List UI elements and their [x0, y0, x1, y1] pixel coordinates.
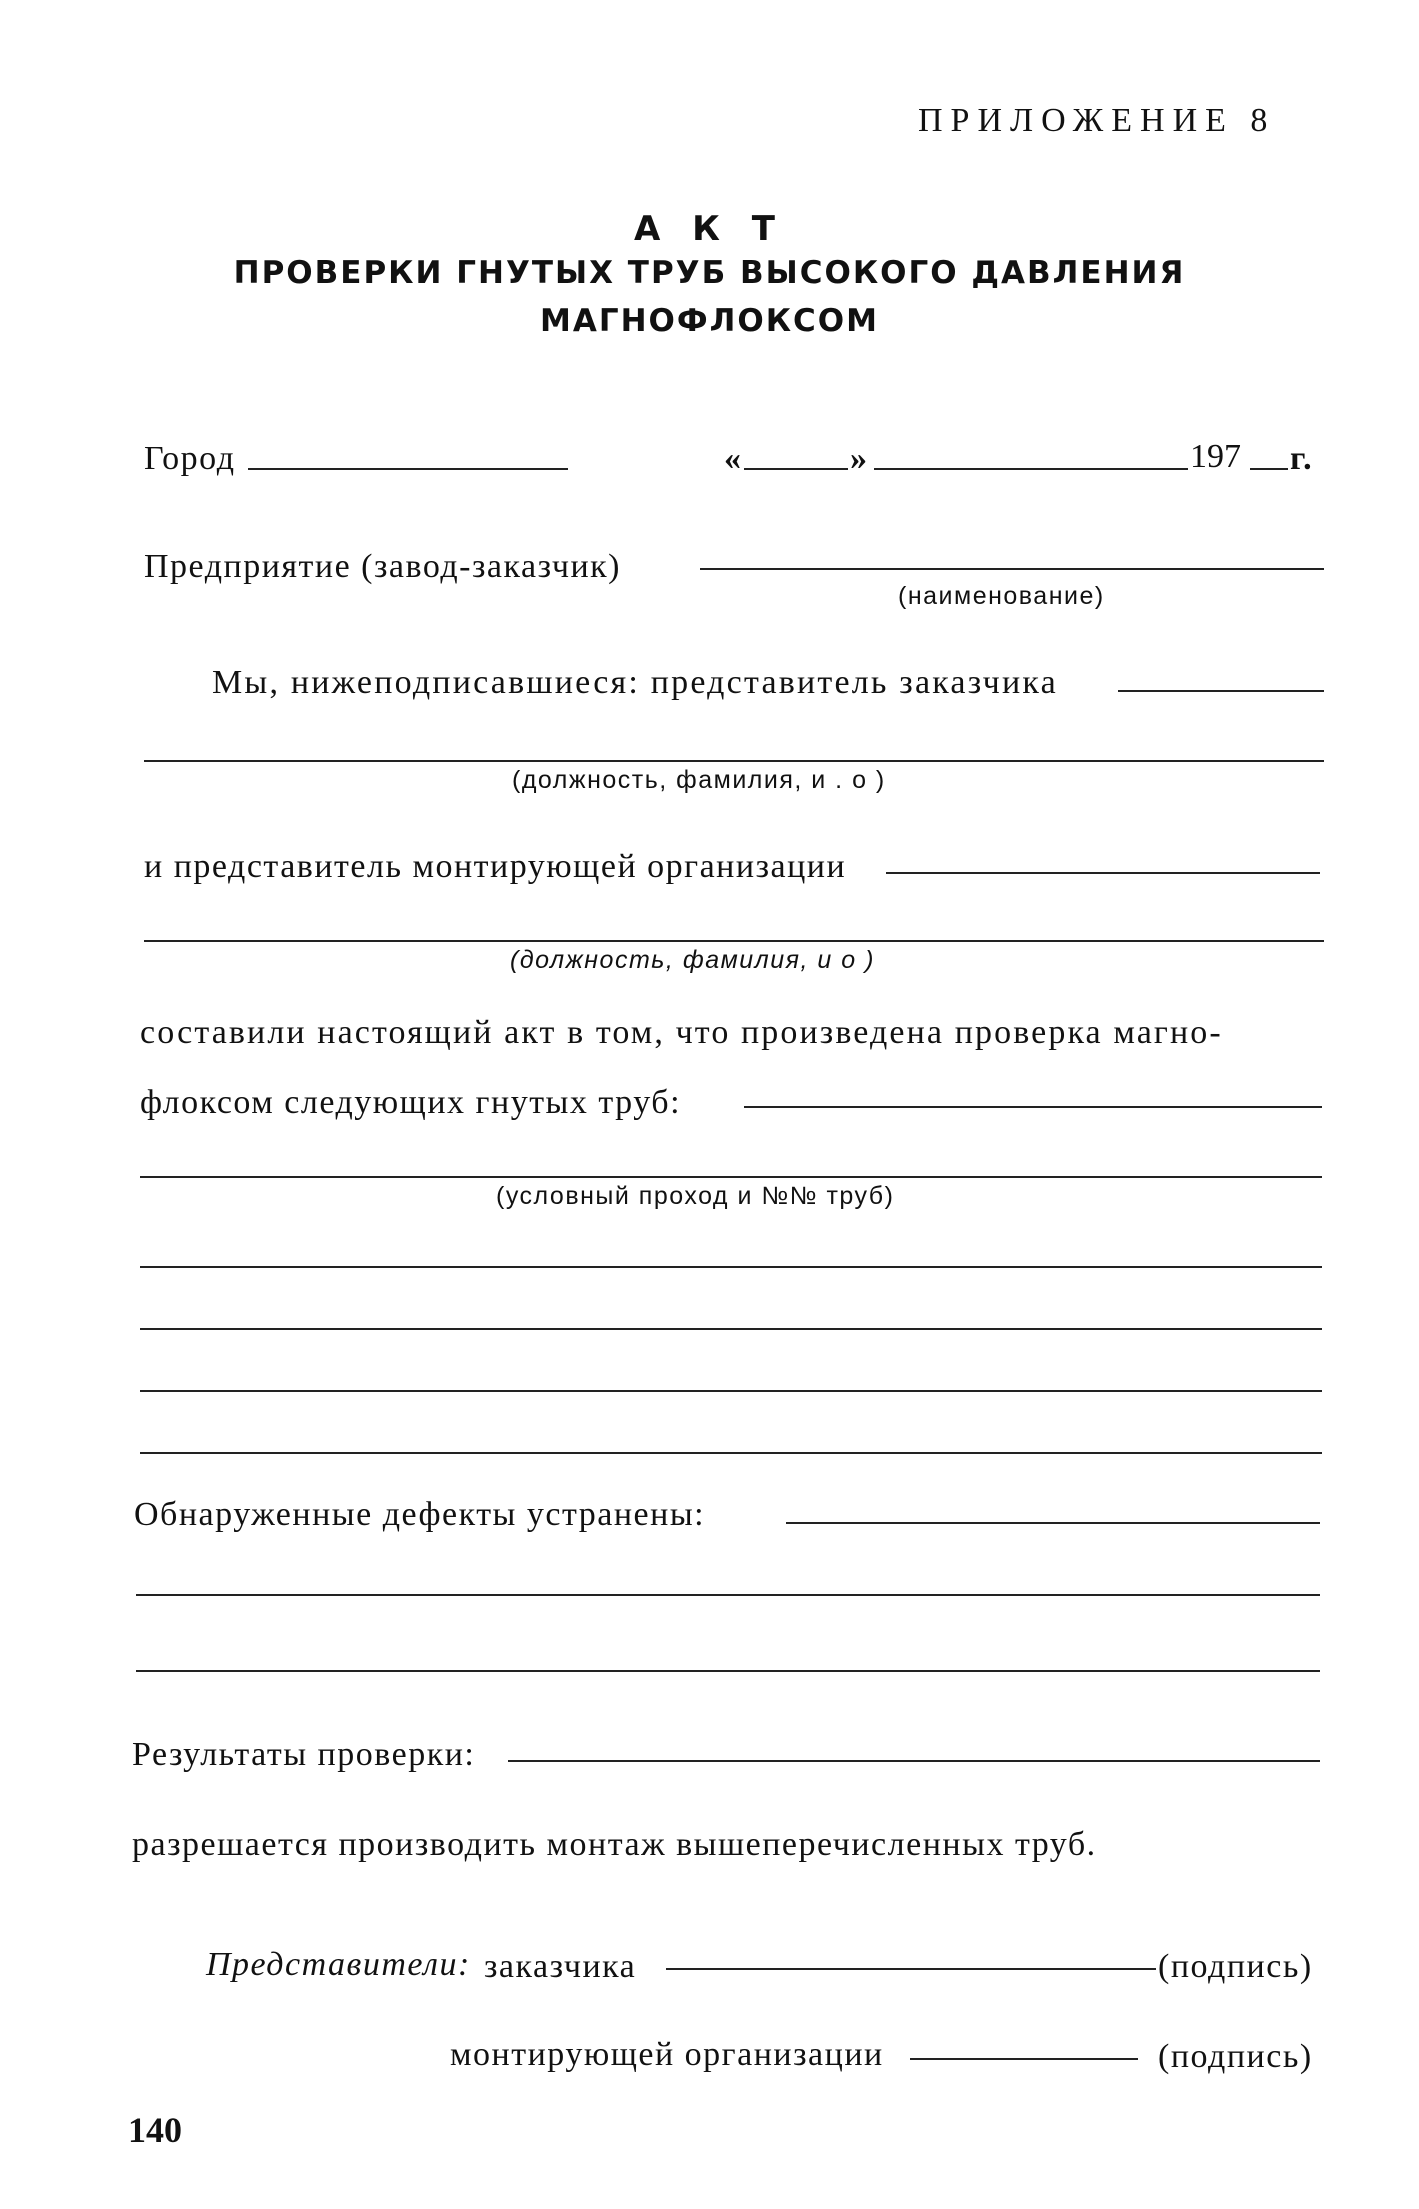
act-title: А К Т	[634, 209, 785, 249]
mounting-rep-field-line[interactable]	[886, 872, 1320, 874]
defects-field-line[interactable]	[786, 1522, 1320, 1524]
year-prefix: 197	[1190, 438, 1241, 475]
act-subtitle: ПРОВЕРКИ ГНУТЫХ ТРУБ ВЫСОКОГО ДАВЛЕНИЯ	[233, 255, 1186, 291]
customer-rep-caption: (должность, фамилия, и . о )	[512, 766, 886, 794]
pipes-extra-line-1[interactable]	[140, 1266, 1322, 1268]
mounting-rep-field-line-2[interactable]	[144, 940, 1324, 942]
pipes-extra-line-2[interactable]	[140, 1328, 1322, 1330]
pipes-field-line-2[interactable]	[140, 1176, 1322, 1178]
mounting-signature-caption: (подпись)	[1158, 2038, 1313, 2075]
enterprise-label: Предприятие (завод-заказчик)	[144, 548, 621, 585]
date-open-quote: «	[724, 440, 743, 477]
defects-label: Обнаруженные дефекты устранены:	[134, 1496, 706, 1533]
defects-field-line-2[interactable]	[136, 1594, 1320, 1596]
customer-signature-line[interactable]	[666, 1968, 1156, 1970]
representatives-label: Представители:	[206, 1946, 471, 1983]
customer-signature-caption: (подпись)	[1158, 1948, 1313, 1985]
pipes-field-line[interactable]	[744, 1106, 1322, 1108]
year-field-line[interactable]	[1250, 468, 1288, 470]
results-field-line[interactable]	[508, 1760, 1320, 1762]
city-label: Город	[144, 440, 236, 477]
compiled-text-line-1: составили настоящий акт в том, что произведена проверка магно-	[140, 1014, 1223, 1051]
results-label: Результаты проверки:	[132, 1736, 476, 1773]
pipes-caption: (условный проход и №№ труб)	[496, 1182, 895, 1210]
appendix-label: ПРИЛОЖЕНИЕ 8	[918, 102, 1276, 139]
day-field-line[interactable]	[744, 468, 848, 470]
enterprise-caption: (наименование)	[898, 582, 1105, 610]
mounting-signature-line[interactable]	[910, 2058, 1138, 2060]
pipes-extra-line-3[interactable]	[140, 1390, 1322, 1392]
act-subtitle-2: МАГНОФЛОКСОМ	[539, 303, 880, 339]
mounting-org-text: и представитель монтирующей организации	[144, 848, 847, 885]
year-suffix: г.	[1290, 440, 1314, 477]
enterprise-field-line[interactable]	[700, 568, 1324, 570]
customer-rep-field-line[interactable]	[1118, 690, 1324, 692]
page-number: 140	[128, 2110, 182, 2150]
customer-rep-label: заказчика	[484, 1948, 637, 1985]
customer-rep-field-line-2[interactable]	[144, 760, 1324, 762]
mounting-rep-label: монтирующей организации	[450, 2036, 884, 2073]
defects-field-line-3[interactable]	[136, 1670, 1320, 1672]
allowed-text: разрешается производить монтаж вышеперечисленных труб.	[132, 1826, 1097, 1863]
month-field-line[interactable]	[874, 468, 1188, 470]
mounting-rep-caption: (должность, фамилия, и о )	[510, 946, 875, 974]
undersigned-text: Мы, нижеподписавшиеся: представитель заказчика	[212, 664, 1058, 701]
date-close-quote: »	[850, 440, 869, 477]
pipes-extra-line-4[interactable]	[140, 1452, 1322, 1454]
compiled-text-line-2: флоксом следующих гнутых труб:	[140, 1084, 682, 1121]
city-field-line[interactable]	[248, 468, 568, 470]
